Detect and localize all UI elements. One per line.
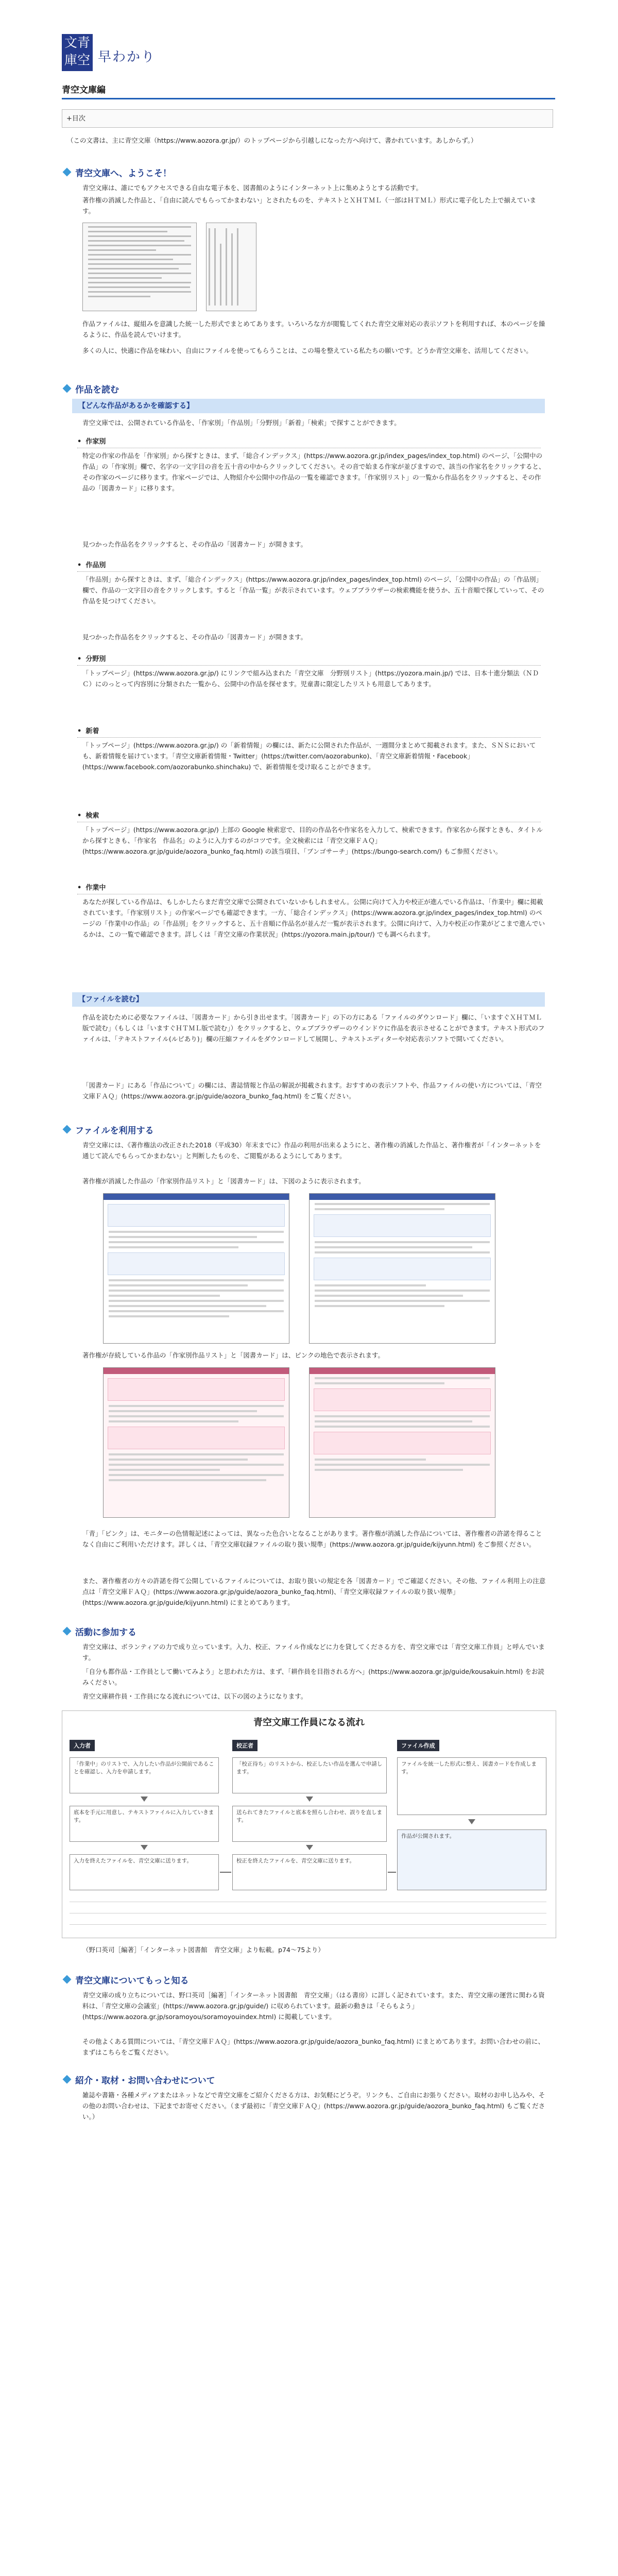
title-text-2: 見つかった作品名をクリックすると、その作品の「図書カード」が開きます。 xyxy=(82,633,307,641)
page-title: 青空文庫編 xyxy=(62,85,106,95)
flow-step-publish: 作品が公開されます。 xyxy=(397,1829,546,1890)
heading-text: 青空文庫へ、ようこそ！ xyxy=(75,168,171,179)
heading-marker-icon xyxy=(63,1975,72,1984)
contact-p1: 雑誌や書籍・各種メディアまたはネットなどで青空文庫をご紹介くださる方は、お気軽にどうぞ。リンクも、ご自由にお張りください。取材のお申し込みや、その他のお問い合わせは、下記までお寄せください。（まず最初に「青空文庫ＦＡＱ」(https://www.aozora.gr.jp/guide/aozora_bunko_faq.html) もご覧ください。） xyxy=(82,2091,545,2121)
flow-step-submit-input: 入力を終えたファイルを、青空文庫に送ります。 xyxy=(70,1854,219,1890)
heading-marker-icon xyxy=(63,384,72,393)
welcome-p1: 青空文庫は、誰にでもアクセスできる自由な電子本を、図書館のようにインターネット上に集めようとする活動です。 xyxy=(82,184,423,192)
heading-marker-icon xyxy=(63,1627,72,1636)
section-heading-welcome xyxy=(62,166,171,179)
section-heading-read xyxy=(62,382,119,395)
flow-arrow-down-icon xyxy=(468,1819,475,1824)
author-list-screenshot-blue xyxy=(103,1193,289,1344)
join-p1: 青空文庫は、ボランティアの力で成り立っています。入力、校正、ファイル作成などに力を貸してくださる方を、青空文庫では「青空文庫工作員」と呼んでいます。 xyxy=(82,1643,545,1662)
title-text: 「作品別」から探すときは、まず、「総合インデックス」(https://www.aozora.gr.jp/index_pages/index_top.html) のページ、「公開中の作品」の「作品別」欄で、作品の一文字目の音をクリックします。すると「作品一覧」が表示されています。ウェブブラウザーの検索機能を使うか、五十音順で探していって、その作品を見つけてください。 xyxy=(82,575,544,605)
section-heading-join xyxy=(62,1625,136,1638)
flow-step-typing: 底本を手元に用意し、テキストファイルに入力していきます。 xyxy=(70,1806,219,1842)
join-p2: 「自分も都作品・工作員として働いてみよう」と思われた方は、まず、「耕作員を目指される方へ」(https://www.aozora.gr.jp/guide/kousakuin.html) をお読みください。 xyxy=(82,1668,544,1686)
topic-wip: • 作業中 xyxy=(77,882,541,894)
flow-arrow-down-icon xyxy=(306,1845,313,1850)
heading-marker-icon xyxy=(63,2075,72,2084)
welcome-p3: 作品ファイルは、縦組みを意識した統一した形式でまとめてあります。いろいろな方が閲覧してくれた青空文庫対応の表示ソフトを利用すれば、本のページを繰るように、作品を読んでいけます。 xyxy=(82,320,545,338)
section-heading-more xyxy=(62,1973,189,1986)
files-text-2: 「図書カード」にある「作品について」の欄には、書誌情報と作品の解説が掲載されます。おすすめの表示ソフトや、作品ファイルの使い方については、「青空文庫ＦＡＱ」(https://www.aozora.gr.jp/guide/aozora_bunko_faq.html) をご覧ください。 xyxy=(82,1081,542,1100)
section-heading-use xyxy=(62,1123,154,1136)
flow-step-apply-input: 「作業中」のリストで、入力したい作品が公開前であることを確認し、入力を申請します。 xyxy=(70,1757,219,1793)
lane-file-tag: ファイル作成 xyxy=(397,1740,439,1751)
welcome-p2: 著作権の消滅した作品と、「自由に読んでもらってかまわない」とされたものを、テキストとＸＨＴＭＬ（一部はＨＴＭＬ）形式に電子化した上で揃えています。 xyxy=(82,196,537,215)
lane-input-tag: 入力者 xyxy=(70,1740,95,1751)
logo-line-2: 庫空 xyxy=(64,53,90,67)
flow-arrow-down-icon xyxy=(306,1797,313,1802)
heading-marker-icon xyxy=(63,1125,72,1134)
use-p1: 青空文庫には、《著作権法の改正された2018（平成30）年末までに》作品の利用が出来るようにと、著作権の消滅した作品と、著作権者が「インターネットを通じて読んでもらってかまわない」と判断したものを、ご閲覧があるようにしてあります。 xyxy=(82,1141,541,1160)
topic-field: • 分野別 xyxy=(77,653,541,666)
flow-connector xyxy=(388,1872,396,1873)
use-p4: また、著作権者の方々の許諾を得て公開しているファイルについては、お取り扱いの規定を各「図書カード」でご確認ください。その他、ファイル利用上の注意点は「青空文庫ＦＡＱ」(https://www.aozora.gr.jp/guide/aozora_bunko_faq.html)、「青空文庫収録ファイルの取り扱い規準」(https://www.aozora.gr.jp/guide/kijyunn.html) にまとめてあります。 xyxy=(82,1577,546,1606)
heading-text: 紹介・取材・お問い合わせについて xyxy=(75,2076,215,2086)
header-rule xyxy=(62,98,555,99)
use-p2: 著作権が消滅した作品の「作家別作品リスト」と「図書カード」は、下図のように表示されます。 xyxy=(82,1177,365,1185)
topic-new: • 新着 xyxy=(77,725,541,738)
welcome-p4: 多くの人に、快適に作品を味わい、自由にファイルを使ってもらうことは、この場を整えている私たちの願いです。どうか青空文庫を、活用してください。 xyxy=(82,347,533,354)
use-caption: 著作権が存続している作品の「作家別作品リスト」と「図書カード」は、ピンクの地色で表示されます。 xyxy=(82,1351,385,1359)
flow-step-file-creation: ファイルを統一した形式に整え、図書カードを作成します。 xyxy=(397,1757,546,1815)
topic-title: • 作品別 xyxy=(77,560,541,572)
more-p2: その他よくある質問については、「青空文庫ＦＡＱ」(https://www.aozora.gr.jp/guide/aozora_bunko_faq.html) にまとめてあります。お問い合わせの前に、まずはこちらをご覧ください。 xyxy=(82,2038,544,2056)
diagram-divider xyxy=(70,1924,546,1925)
topic-author: • 作家別 xyxy=(77,436,541,448)
reader-screenshot xyxy=(82,223,197,311)
join-p3: 青空文庫耕作員・工作員になる流れについては、以下の図のようになります。 xyxy=(82,1692,307,1700)
read-p1: 青空文庫では、公開されている作品を、「作家別」「作品別」「分野別」「新着」「検索」で探すことができます。 xyxy=(82,419,401,427)
aozora-logo[interactable] xyxy=(62,34,93,71)
author-text: 特定の作家の作品を「作家別」から探すときは、まず、「総合インデックス」(https://www.aozora.gr.jp/index_pages/index_top.html) のページ、「公開中の作品」の「作家別」欄で、名字の一文字目の音を五十音の中からクリックしてください。その音で始まる作家が並びますので、該当の作家名をクリックすると、その作家のページに移ります。作家ページでは、人物紹介や公開中の作品の一覧を確認できます。「作家別リスト」の一覧から作品名をクリックすると、その作品の「図書カード」に移ります。 xyxy=(82,452,545,492)
logo-line-1: 文青 xyxy=(64,35,90,50)
field-text: 「トップページ」(https://www.aozora.gr.jp/) にリンクで組み込まれた「青空文庫 分野別リスト」(https://yozora.main.jp/) では、日本十進分類法（ＮＤＣ）にのっとって内容別に分類された一覧から、公開中の作品を探せます。児童書に限定したリストも用意してあります。 xyxy=(82,669,539,688)
subheading-read-files: 【ファイルを読む】 xyxy=(72,992,545,1007)
flow-arrow-down-icon xyxy=(141,1797,148,1802)
flow-connector xyxy=(220,1872,231,1873)
library-card-screenshot-blue xyxy=(309,1193,495,1344)
wip-text: あなたが探している作品は、もしかしたらまだ青空文庫で公開されていないかもしれません。公開に向けて入力や校正が進んでいる作品は、「作業中」欄に掲載されています。「作家別リスト」の作家ページでも確認できます。一方、「総合インデックス」(https://www.aozora.gr.jp/index_pages/index_top.html) のページの「作業中の作品」の「作品別」をクリックすると、五十音順に作品名が並んだ一覧が表示されます。公開に向けて、入力や校正の作業がどこまで進んでいるかは、この一覧で確認できます。詳しくは「青空文庫の作業状況」(https://yozora.main.jp/tour/) でも調べられます。 xyxy=(82,898,545,938)
heading-text: ファイルを利用する xyxy=(75,1126,154,1136)
heading-marker-icon xyxy=(63,168,72,177)
flow-step-proofreading: 送られてきたファイルと底本を照らし合わせ、誤りを直します。 xyxy=(232,1806,387,1842)
search-text: 「トップページ」(https://www.aozora.gr.jp/) 上部の Google 検索窓で、目的の作品名や作家名を入力して、検索できます。作家名から探すときも、タイトルから探すときも、「作家名 作品名」のように入力するのがコツです。全文検索には「青空文庫ＦＡＱ」(https://www.aozora.gr.jp/guide/aozora_bunko_faq.html) の該当項目、「ブンゴサーチ」(https://bungo-search.com/) もご参照ください。 xyxy=(82,826,543,855)
topic-search: • 検索 xyxy=(77,810,541,822)
flow-step-submit-proof: 校正を終えたファイルを、青空文庫に送ります。 xyxy=(232,1854,387,1890)
flow-arrow-down-icon xyxy=(141,1845,148,1850)
new-text: 「トップページ」(https://www.aozora.gr.jp/) の「新着情報」の欄には、新たに公開された作品が、一週間分まとめて掲載されます。また、ＳＮＳにおいても、新着情報を届けています。「青空文庫新着情報・Twitter」(https://twitter.com/aozorabunko)、「青空文庫新着情報・Facebook」(https://www.facebook.com/aozorabunko.shinchaku) で、新着情報を受け取ることができます。 xyxy=(82,741,536,771)
diagram-source: （野口英司［編著］「インターネット図書館 青空文庫」より転載。p74～75より） xyxy=(82,1946,324,1954)
heading-text: 活動に参加する xyxy=(75,1628,136,1638)
intro-note: （この文書は、主に青空文庫（https://www.aozora.gr.jp/）のトップページから引越しになった方へ向けて、書かれています。あしからず。） xyxy=(67,137,477,144)
heading-text: 作品を読む xyxy=(75,385,119,395)
author-list-screenshot-pink xyxy=(103,1367,289,1518)
subheading-find-works: 【どんな作品があるかを確認する】 xyxy=(72,399,545,413)
table-of-contents-toggle[interactable]: +目次 xyxy=(62,109,553,128)
vertical-text-screenshot xyxy=(206,223,256,311)
flow-title: 青空文庫工作員になる流れ xyxy=(253,1717,365,1728)
author-text-2: 見つかった作品名をクリックすると、その作品の「図書カード」が開きます。 xyxy=(82,540,307,548)
site-brand: 早わかり xyxy=(98,49,156,65)
flow-diagram xyxy=(62,1710,556,1938)
library-card-screenshot-pink xyxy=(309,1367,495,1518)
flow-step-apply-proof: 「校正待ち」のリストから、校正したい作品を選んで申請します。 xyxy=(232,1757,387,1793)
heading-text: 青空文庫についてもっと知る xyxy=(75,1976,189,1986)
lane-proof-tag: 校正者 xyxy=(232,1740,258,1751)
use-p3: 「青」「ピンク」は、モニターの色情報記述によっては、異なった色合いとなることがあります。著作権が消滅した作品については、著作権者の許諾を得ることなく自由にご利用いただけます。詳しくは、「青空文庫収録ファイルの取り扱い規準」(https://www.aozora.gr.jp/guide/kijyunn.html) をご参照ください。 xyxy=(82,1530,542,1548)
more-p1: 青空文庫の成り立ちについては、野口英司［編著］「インターネット図書館 青空文庫」（はる書房）に詳しく記されています。また、青空文庫の運営に関わる資料は、「青空文庫の会議室」(https://www.aozora.gr.jp/guide/) に収められています。最新の動きは「そらもよう」(https://www.aozora.gr.jp/soramoyou/soramoyouindex.html) に掲載しています。 xyxy=(82,1991,545,2021)
files-text: 作品を読むために必要なファイルは、「図書カード」から引き出せます。「図書カード」の下の方にある「ファイルのダウンロード」欄に、「いますぐＸＨＴＭＬ版で読む」（もしくは「いますぐＨＴＭＬ版で読む」）をクリックすると、ウェブブラウザーのウインドウに作品を表示させることができます。テキスト形式のファイルは、「テキストファイル(ルビあり)」欄の圧縮ファイルをダウンロードして展開し、テキストエディターや対応表示ソフトで開いてください。 xyxy=(82,1013,545,1043)
section-heading-contact xyxy=(62,2073,215,2086)
